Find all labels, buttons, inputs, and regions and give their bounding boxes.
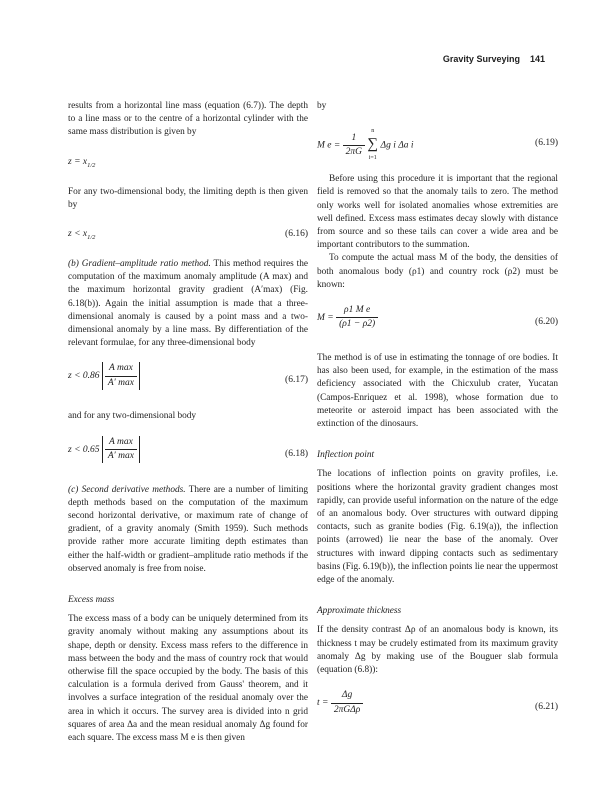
equation-6-20: M = $\frac{\text{ρ1 M e}}{(\rho 1 - \rho 2)}$ (6.20) [317,305,558,330]
section-heading-approximate-thickness: Approximate thickness [317,606,402,617]
paragraph: and for any two-dimensional body [68,411,197,422]
equation-number: (6.17) [285,375,308,386]
paragraph: To compute the actual mass M of the body, the densities of both anomalous body (ρ1) and country rock (ρ2) must be known: [317,253,558,290]
equation-number: (6.16) [285,229,308,240]
paragraph: results from a horizontal line mass (equation (6.7)). The depth to a line mass or to the centre of a horizontal cylinder with the same mass distribution is given by [68,101,308,138]
page-number: 141 [529,54,545,64]
paragraph: (c) Second derivative methods. There are a number of limiting depth methods based on the computation of the maximum second horizontal derivative, or maximum rate of change of gradient, of a gravity anomaly (Smith 1959). Such methods provide rather more accurate limiting depth estimates than either the half-width or gradient–amplitude ratio methods if the observed anomaly is free from noise. [68,484,308,574]
equation-6-21: t = $\frac{\Delta g}{\text{2πGΔρ}}$ (6.21) [317,690,558,715]
paragraph: If the density contrast Δρ of an anomalous body is known, its thickness t may be crudely estimated from its maximum gravity anomaly Δg by making use of the Bouguer slab formula (equation (6.8)): [317,625,558,676]
paragraph: The excess mass of a body can be uniquely determined from its gravity anomaly without making any assumptions about its shape, depth or density. Excess mass refers to the difference in mass between the body and the mass of country rock that would otherwise fill the space occupied by the body. The basis of this calculation is a formula derived from Gauss' theorem, and it involves a surface integration of the residual anomaly over the area in which it occurs. The survey area is divided into n grid squares of area Δa and the mean residual anomaly Δg found for each square. The excess mass M e is then given [68,614,308,744]
section-heading-inflection-point: Inflection point [317,450,375,461]
equation-number: (6.21) [535,702,558,713]
equation-number: (6.18) [285,448,308,459]
paragraph: The method is of use in estimating the tonnage of ore bodies. It has also been used, for example, in the estimation of the mass deficiency associated with the Chicxulub crater, Yucatan (Campos-Enriquez et al. 1998), whose formation due to meteorite or asteroid impact has been associated with the extinction of the dinosaurs. [317,353,558,430]
section-heading-excess-mass: Excess mass [68,595,115,606]
summation-icon: ∑ [367,136,379,153]
paragraph: Before using this procedure it is important that the regional field is removed so that the anomaly tails to zero. The method only works well for isolated anomalies whose extremities are well defined. Excess mass estimates decay slowly with distance from source and so these tails can cover a wide area and be important contributors to the summation. [317,174,558,251]
running-header [443,54,545,64]
equation-6-19: M e = $\frac{1}{2\pi G}$ n ∑ i=1 Δg i Δa i (6.19) [317,128,558,162]
left-column [68,100,308,745]
running-title: Gravity Surveying [442,54,520,64]
paragraph: by [317,101,327,111]
right-column [317,100,558,737]
equation-6-16: $z < x_{1/2}$ (6.16) [68,229,308,241]
equation-6-17: z < 0.86 $\frac{\text{A max}}{A' \max}$ (6.17) [68,362,308,398]
paragraph: The locations of inflection points on gravity profiles, i.e. positions where the horizontal gravity gradient changes most rapidly, can provide useful information on the nature of the edge of an anomalous body. Over structures with outward dipping contacts, such as granite bodies (Fig. 6.19(a)), the inflection points (arrowed) lie near the base of the anomaly. Over structures with inward dipping contacts such as sedimentary basins (Fig. 6.19(b)), the inflection points lie near the uppermost edge of the anomaly. [317,469,558,586]
equation-depth-line-mass: $z = x_{1/2}$ [68,156,96,169]
paragraph: (b) Gradient–amplitude ratio method. This method requires the computation of the maximum anomaly amplitude (A max) and the maximum horizontal gravity gradient (A′max) (Fig. 6.18(b)). Again the initial assumption is made that a three-dimensional anomaly is caused by a point mass and a two-dimensional anomaly by a line mass. By differentiation of the relevant formulae, for any three-dimensional body [68,259,308,349]
equation-6-18: z < 0.65 $\frac{\text{A max}}{A' \max}$ (6.18) [68,436,308,472]
paragraph: For any two-dimensional body, the limiting depth is then given by [68,186,308,210]
equation-number: (6.19) [535,138,558,149]
equation-number: (6.20) [535,317,558,328]
